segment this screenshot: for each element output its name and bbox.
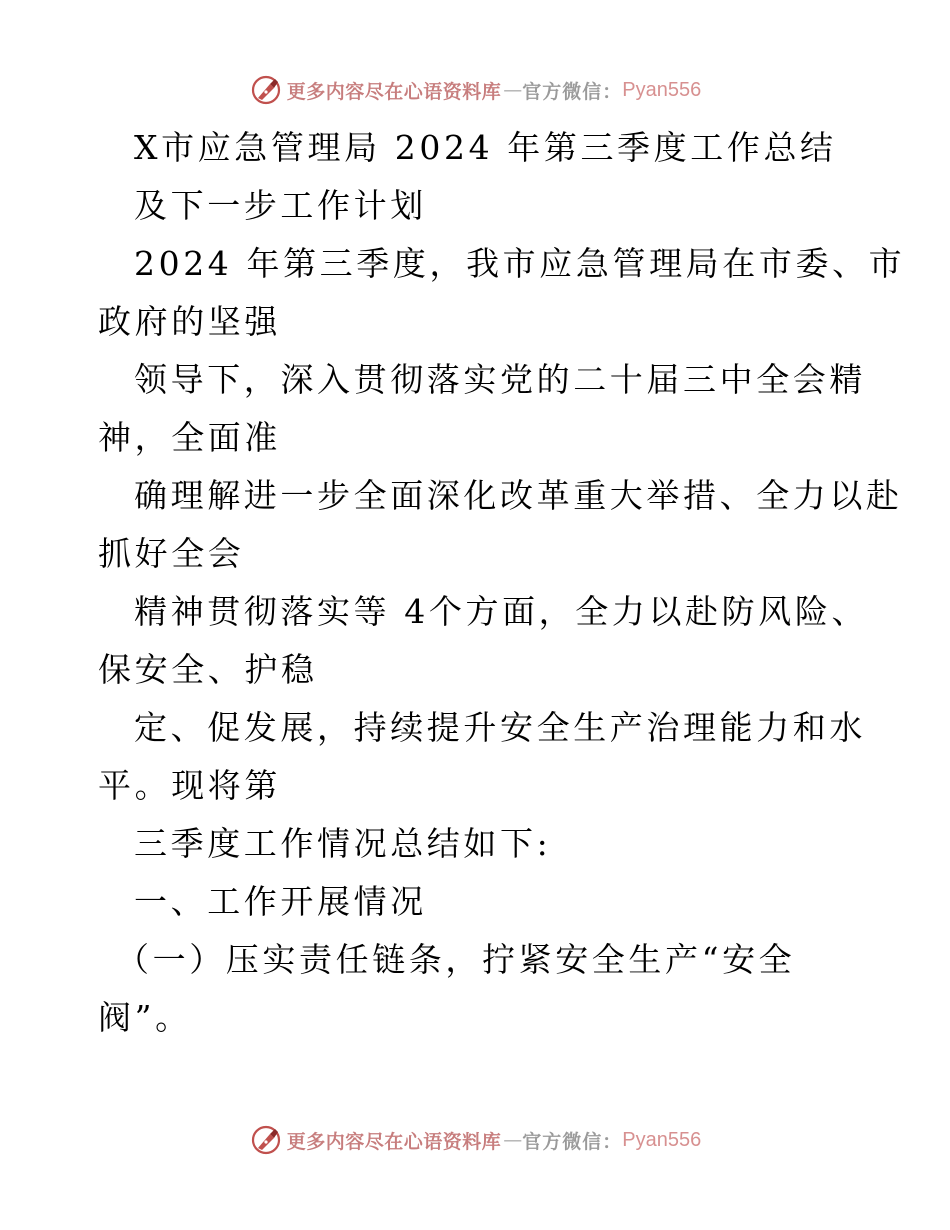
watermark-dash: — bbox=[503, 79, 521, 101]
watermark-text: 更多内容尽在心语资料库 bbox=[286, 1130, 502, 1153]
footer-watermark bbox=[0, 1120, 950, 1160]
paragraph-line: 确理解进一步全面深化改革重大举措、全力以赴 bbox=[134, 476, 903, 515]
watermark-official-label: 官方微信： bbox=[522, 1130, 623, 1153]
paragraph-line: 领导下，深入贯彻落实党的二十届三中全会精 bbox=[134, 360, 866, 399]
paragraph-line: 定、促发展，持续提升安全生产治理能力和水 bbox=[134, 708, 866, 747]
pen-nib-circle-icon bbox=[249, 73, 283, 107]
subsection-heading: （一）压实责任链条，拧紧安全生产“安全 bbox=[116, 940, 796, 979]
watermark-official-label: 官方微信： bbox=[522, 80, 623, 103]
section-heading: 一、工作开展情况 bbox=[134, 882, 427, 921]
paragraph-line: 神，全面准 bbox=[98, 418, 281, 457]
document-title-line-1: X市应急管理局 2024 年第三季度工作总结 bbox=[134, 128, 837, 167]
watermark-account-id: Pyan556 bbox=[622, 1128, 702, 1151]
paragraph-line: 保安全、护稳 bbox=[98, 650, 318, 689]
paragraph-line: 精神贯彻落实等 4个方面，全力以赴防风险、 bbox=[134, 592, 869, 631]
pen-nib-circle-icon bbox=[249, 1123, 283, 1157]
header-watermark bbox=[0, 70, 950, 110]
watermark-account-id: Pyan556 bbox=[622, 78, 702, 101]
document-title-line-2: 及下一步工作计划 bbox=[134, 186, 427, 225]
watermark-dash: — bbox=[503, 1129, 521, 1151]
watermark-text: 更多内容尽在心语资料库 bbox=[286, 80, 502, 103]
paragraph-line: 2024 年第三季度，我市应急管理局在市委、市 bbox=[134, 244, 906, 283]
paragraph-line: 三季度工作情况总结如下: bbox=[134, 824, 552, 863]
paragraph-line: 阀”。 bbox=[98, 998, 192, 1037]
paragraph-line: 平。现将第 bbox=[98, 766, 281, 805]
paragraph-line: 政府的坚强 bbox=[98, 302, 281, 341]
paragraph-line: 抓好全会 bbox=[98, 534, 245, 573]
